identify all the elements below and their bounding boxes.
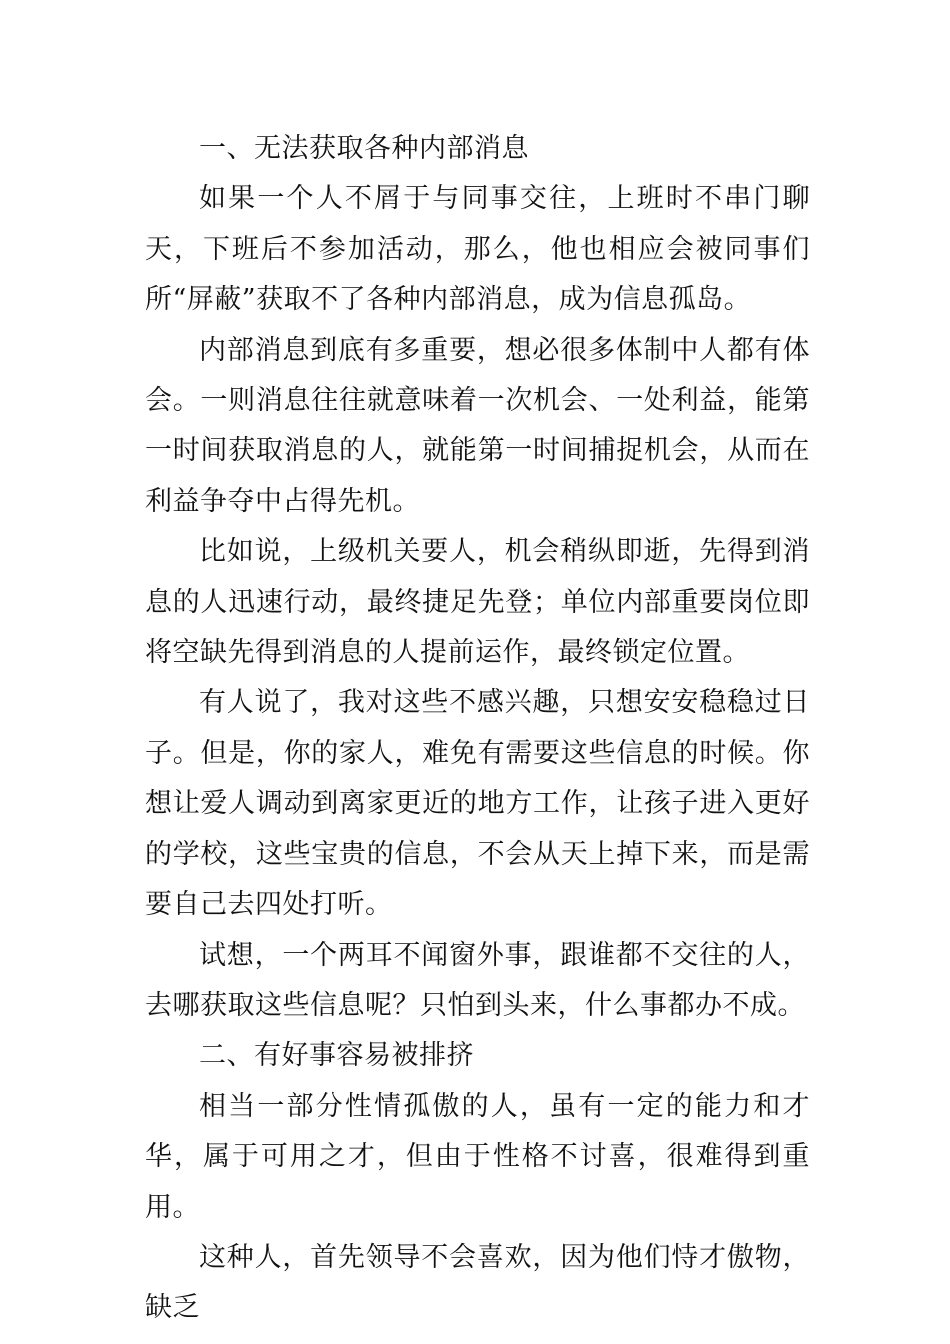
paragraph: 相当一部分性情孤傲的人，虽有一定的能力和才华，属于可用之才，但由于性格不讨喜，很难得到重用。 xyxy=(145,1090,810,1223)
paragraph: 试想，一个两耳不闻窗外事，跟谁都不交往的人，去哪获取这些信息呢？只怕到头来，什么事都办不成。 xyxy=(145,939,810,1021)
section-heading-1: 一、无法获取各种内部消息 xyxy=(199,133,529,164)
paragraph: 如果一个人不屑于与同事交往，上班时不串门聊天，下班后不参加活动，那么，他也相应会被同事们所“屏蔽”获取不了各种内部消息，成为信息孤岛。 xyxy=(145,183,810,316)
section-heading-2: 二、有好事容易被排挤 xyxy=(199,1040,474,1072)
paragraph: 比如说，上级机关要人，机会稍纵即逝，先得到消息的人迅速行动，最终捷足先登；单位内部重要岗位即将空缺先得到消息的人提前运作，最终锁定位置。 xyxy=(145,536,810,669)
paragraph: 内部消息到底有多重要，想必很多体制中人都有体会。一则消息往往就意味着一次机会、一处利益，能第一时间获取消息的人，就能第一时间捕捉机会，从而在利益争夺中占得先机。 xyxy=(145,334,810,517)
paragraph: 有人说了，我对这些不感兴趣，只想安安稳稳过日子。但是，你的家人，难免有需要这些信息的时候。你想让爱人调动到离家更近的地方工作，让孩子进入更好的学校，这些宝贵的信息，不会从天上掉下来，而是需要自己去四处打听。 xyxy=(145,687,810,921)
paragraph: 这种人，首先领导不会喜欢，因为他们恃才傲物，缺乏 xyxy=(145,1241,810,1324)
document-body xyxy=(145,124,810,1334)
